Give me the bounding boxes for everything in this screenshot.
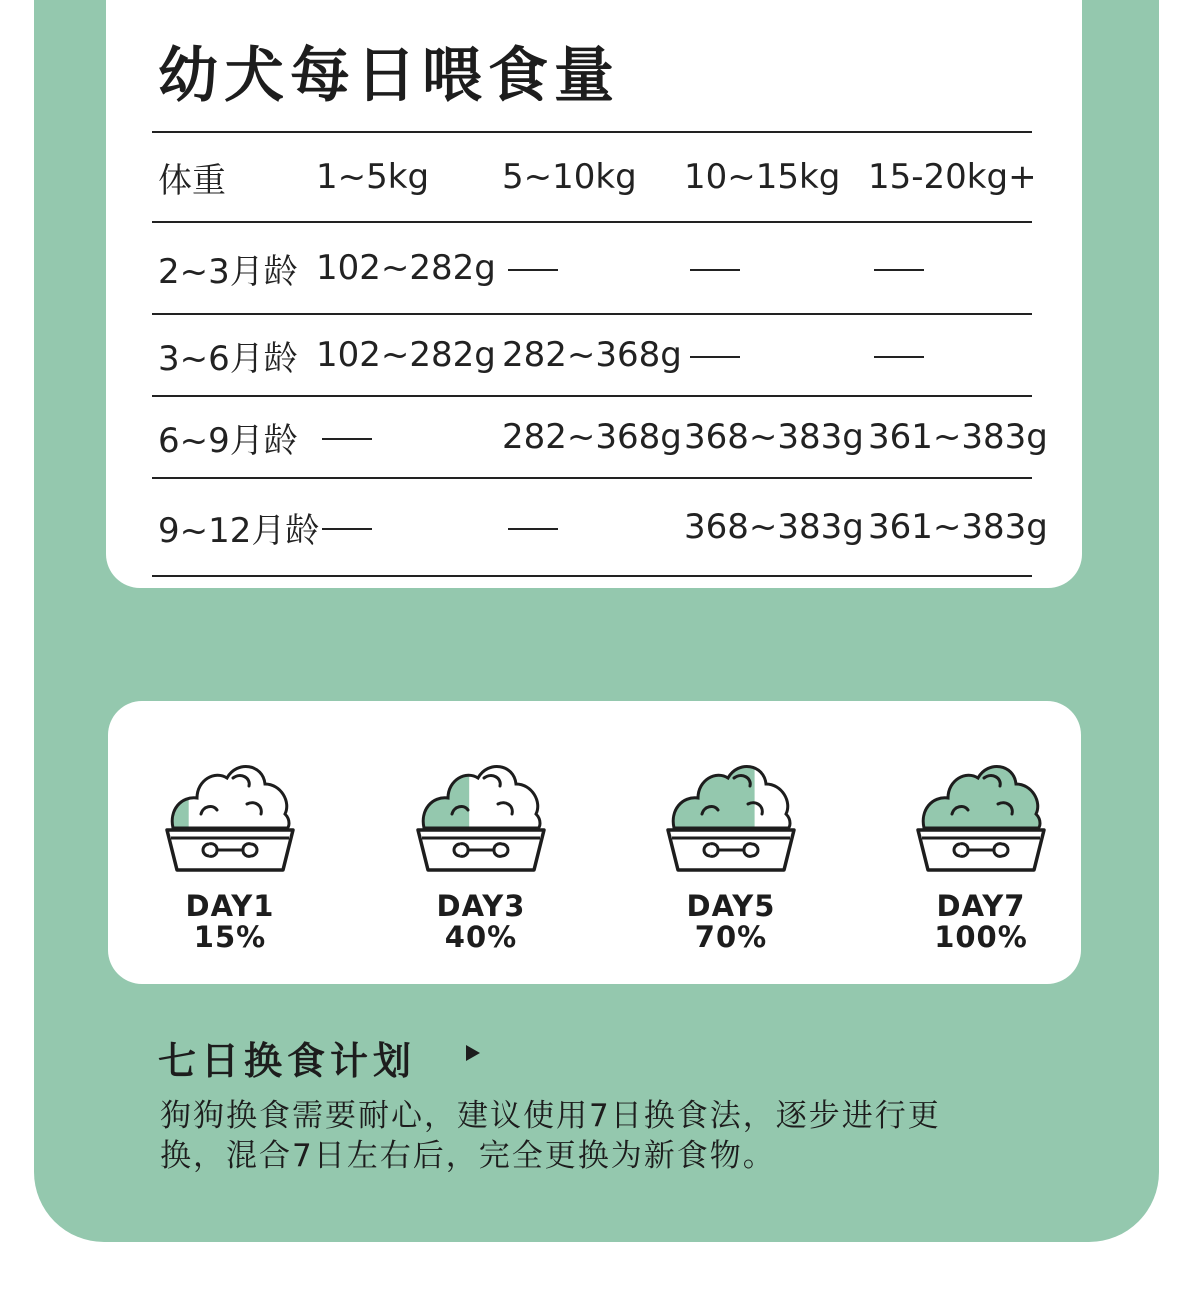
table-header-cell: 体重: [152, 132, 310, 222]
table-header-cell: 1~5kg: [310, 132, 496, 222]
feeding-table: [152, 131, 1048, 577]
day-percent: 100%: [934, 920, 1028, 954]
table-cell: 102~282g: [310, 314, 496, 396]
table-cell: [310, 396, 496, 478]
empty-dash: [874, 269, 924, 271]
empty-dash: [508, 528, 558, 530]
table-cell: [496, 478, 678, 576]
table-cell: [678, 314, 862, 396]
table-row: [152, 396, 1032, 478]
transition-day: [911, 756, 1051, 952]
table-row: [152, 478, 1032, 576]
dog-food-bowl-icon: [911, 756, 1051, 874]
day-label: DAY7: [936, 889, 1026, 923]
table-cell: 282~368g: [496, 396, 678, 478]
row-label: 9~12月龄: [152, 478, 310, 576]
transition-day: [160, 756, 300, 952]
row-label: 3~6月龄: [152, 314, 310, 396]
table-cell: [862, 222, 1032, 314]
food-transition-card: [108, 701, 1081, 984]
table-row: [152, 222, 1032, 314]
transition-day: [661, 756, 801, 952]
day-percent: 15%: [193, 920, 267, 954]
empty-dash: [508, 269, 558, 271]
day-label: DAY5: [686, 889, 776, 923]
table-header-cell: 15-20kg+: [862, 132, 1032, 222]
empty-dash: [690, 356, 740, 358]
page-title: 幼犬每日喂食量: [158, 41, 620, 111]
table-header-cell: 10~15kg: [678, 132, 862, 222]
plan-description: 狗狗换食需要耐心，建议使用7日换食法，逐步进行更换，混合7日左右后，完全更换为新食物。: [160, 1098, 941, 1174]
plan-title: 七日换食计划: [158, 1039, 417, 1083]
dog-food-bowl-icon: [160, 756, 300, 874]
empty-dash: [690, 269, 740, 271]
table-row: [152, 314, 1032, 396]
empty-dash: [322, 438, 372, 440]
table-cell: 102~282g: [310, 222, 496, 314]
table-cell: 282~368g: [496, 314, 678, 396]
play-arrow-icon: [466, 1045, 480, 1061]
transition-day: [411, 756, 551, 952]
empty-dash: [874, 356, 924, 358]
table-cell: [310, 478, 496, 576]
day-label: DAY3: [436, 889, 526, 923]
table-header-row: [152, 132, 1032, 222]
table-cell: [496, 222, 678, 314]
dog-food-bowl-icon: [661, 756, 801, 874]
feeding-table-card: [106, 0, 1082, 588]
table-cell: 368~383g: [678, 396, 862, 478]
day-percent: 40%: [444, 920, 518, 954]
table-cell: 361~383g: [862, 478, 1032, 576]
day-percent: 70%: [694, 920, 768, 954]
table-cell: [678, 222, 862, 314]
row-label: 2~3月龄: [152, 222, 310, 314]
table-header-cell: 5~10kg: [496, 132, 678, 222]
day-label: DAY1: [185, 889, 275, 923]
table-cell: 361~383g: [862, 396, 1032, 478]
table-cell: 368~383g: [678, 478, 862, 576]
table-cell: [862, 314, 1032, 396]
empty-dash: [322, 528, 372, 530]
dog-food-bowl-icon: [411, 756, 551, 874]
row-label: 6~9月龄: [152, 396, 310, 478]
